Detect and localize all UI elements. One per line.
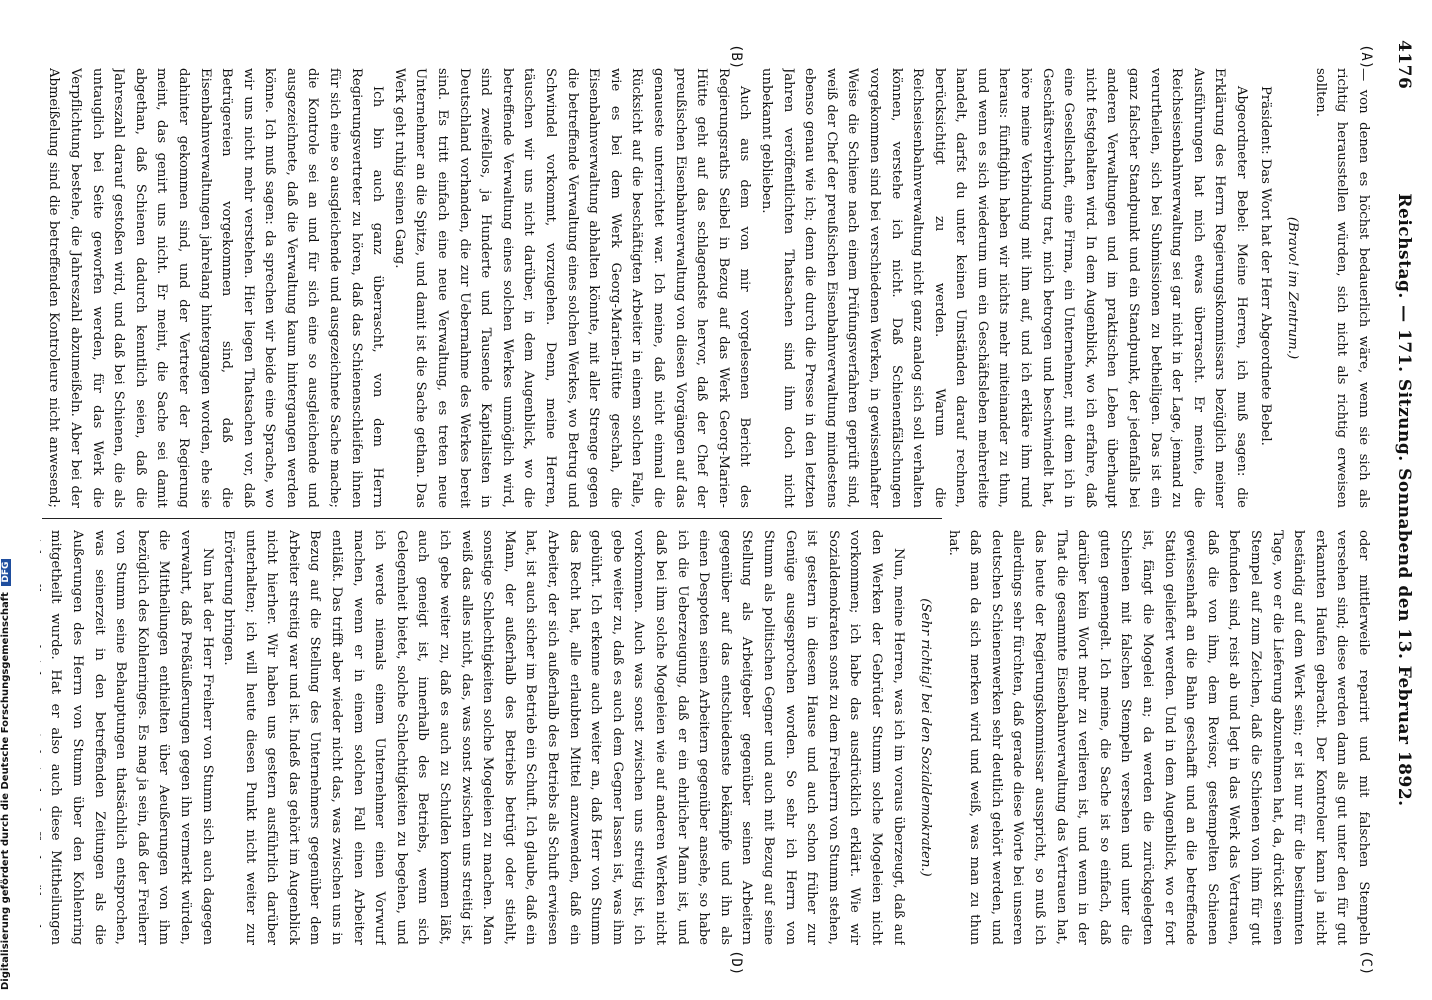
paragraph: — von denen es höchst bedauerlich wäre, wenn sie sich als richtig herausstellen würden, sich nicht als richtig erweisen sollten. <box>1312 68 1371 508</box>
interjection: (Bravo! im Zentrum.) <box>1285 216 1301 360</box>
paragraph: oder mittlerweile reparirt und mit falschen Stempeln versehen sind; diese werden dann als gut unter den für gut erkannten Haufen gebracht. Der Kontroleur kann ja nicht beständig auf dem Werk sein; er ist nur für die bestimmten Tage, wo er die Lieferung abzunehmen hat, da, drückt seinen Stempel auf zum Zeichen, daß die Schienen von ihm für gut befunden sind, reist ab und legt in das Werk das Vertrauen, daß die von ihm, dem Revisor, gestempelten Schienen gewissenhaft an die Bahn geschafft und an die betreffende Station geliefert werden. Und in dem Augenblick, wo er fort ist, fängt die Mogelei an; da werden die zurückgelegten Schienen mit falschen Stempeln versehen und unter die guten gemengelt. Ich meine, die Sache ist so einfach, daß darüber kein Wort mehr zu verlieren ist, und wenn in der That die gesammte Eisenbahnverwaltung das Vertrauen hat, das heute der Regierungskommissar ausspricht, so muß ich allerdings sehr fürchten, daß gerade diese Worte bei unseren deutschen Schienenwerken sehr deutlich gehört werden, und daß man da sich merken wird und weiß, was man zu thun hat. <box>945 530 1371 945</box>
right-column <box>40 530 1374 945</box>
running-title: Reichstag. — 171. Sitzung. Sonnabend den 13. Februar 1892. <box>1394 193 1414 807</box>
left-column <box>40 68 1374 508</box>
margin-mark-d: (D) <box>728 950 744 976</box>
paragraph: Nun, meine Herren, was ich im voraus überzeugt, daß auf den Werken der Gebrüder Stumm solche Mogeleien nicht vorkommen; ich habe das ausdrücklich erklärt. Wie wir Sozialdemokraten sonst zu dem Freiherrn von Stumm stehen, ist gestern in diesem Hause und auch schon früher zur Genüge ausgesprochen worden. So sehr ich Herrn von Stumm als politischen Gegner und auch mit Bezug auf seine Stellung als Arbeitgeber gegenüber seinen Arbeitern gegenüber auf das entschiedenste bekämpfe und ihn als einen Despoten seinen Arbeitern gegenüber ansehe, so habe ich die Ueberzeugung, daß er ein ehrlicher Mann ist, und daß bei ihm solche Mogeleien wie auf anderen Werken nicht vorkommen. Auch was sonst zwischen uns streitig ist, ich gebe weiter zu, daß es auch dem Gegner lassen ist, was ihm gebührt. Ich erkenne auch weiter an, daß Herr von Stumm das Recht hat, alle erlaubten Mittel anzuwenden, daß ein Arbeiter, der sich außerhalb des Betriebs als Schuft erwiesen hat, ist auch sicher im Betrieb ein Schuft. Ich glaube, daß ein Mann, der außerhalb des Betriebs betrügt oder stiehlt, sonstige Schlechtigkeiten solche Mogeleien zu machen. Man weiß das alles nicht, das, was sonst zwischen uns streitig ist, ich gebe weiter zu, daß es auch zu Schulden kommen läßt, auch geneigt ist, innerhalb des Betriebs, wenn sich Gelegenheit bietet, solche Schlechtigkeiten zu begehen, und ich werde niemals einem Unternehmer einen Vorwurf machen, wenn er in einem solchen Fall einen Arbeiter entläßt. Das trifft aber wieder nicht das, was zwischen uns in Bezug auf die Stellung des Unternehmers gegenüber dem Arbeiter streitig war und ist. Indeß das gehört im Augenblick nicht hierher. Wir haben uns gestern ausführlich darüber unterhalten; ich will heute diesen Punkt nicht weiter zur Erörterung bringen. <box>221 530 906 945</box>
paragraph: Auch aus dem von mir vorgelesenen Bericht des Regierungsraths Seibel in Bezug auf das Werk Georg-Marien-Hütte geht auf das schlagendste hervor, daß der Chef der preußischen Eisenbahnverwaltung von diesen Vorgängen auf das genaueste unterrichtet war. Ich meine, daß nicht einmal die Rücksicht auf die beschäftigten Arbeiter in einem solchen Falle, wie es bei dem Werk Georg-Marien-Hütte geschah, die Eisenbahnverwaltung abhalten könnte, mit aller Strenge gegen die betreffende Verwaltung eines solchen Werkes, wo Betrug und Schwindel vorkommt, vorzugehen. Denn, meine Herren, täuschen wir uns nicht darüber, in dem Augenblick, wo die betreffende Verwaltung eines solchen Werkes unmöglich wird, sind zweifellos, ja Hunderte und Tausende Kapitalisten in Deutschland vorhanden, die zur Uebernahme des Werkes bereit sind. Es tritt einfach eine neue Verwaltung, es treten neue Unternehmer an die Spitze, und damit ist die Sache gethan. Das Werk geht ruhig seinen Gang. <box>391 68 753 508</box>
page-header <box>1386 40 1414 960</box>
margin-mark-a: (A) <box>1358 44 1374 70</box>
paragraph: Ich bin auch ganz überrascht, von dem Herrn Regierungsvertreter zu hören, daß das Schienenschleifen ihnen für sich eine so ausgleichende und ausgezeichnete Sache mache; die Kontrole sei an und für sich eine so ausgleichende und ausgezeichnete, daß die Verwaltung kaum hintergangen werden könne. Ich muß sagen: da sprechen wir beide eine Sprache, wo wir uns nicht mehr verstehen. Hier liegen Thatsachen vor, daß Betrügereien vorgekommen sind, daß die Eisenbahnverwaltungen jahrelang hintergangen worden, ehe sie dahinter gekommen sind, und der Vertreter der Regierung meint, das genirt uns nicht. Er meint, die Sache sei damit abgethan, daß Schienen dadurch kenntlich seien, daß die Jahreszahl darauf gestoßen wird, und daß bei Schienen, die als untauglich bei Seite geworfen werden, für das Werk die Verpflichtung bestehe, die Jahreszahl abzumeißeln. Aber bei der Abmeißelung sind die betreffenden Kontroleure nicht anwesend; <box>46 68 386 508</box>
column-divider <box>42 518 942 519</box>
margin-mark-b: (B) <box>728 44 744 70</box>
dfg-logo-icon: DFG <box>1 559 11 586</box>
paragraph: Abgeordneter Bebel: Meine Herren, ich muß sagen: die Erklärung des Herrn Regierungskommissars bezüglich meiner Ausführungen hat mich etwas überrascht. Er meinte, die Reichseisenbahnverwaltung sei gar nicht in der Lage, jemand zu verurtheilen, sich bei Submissionen zu betheiligen. Das ist ein ganz falscher Standpunkt und ein Standpunkt, der jedenfalls bei anderen Verwaltungen und im praktischen Leben überhaupt nicht festgehalten wird. In dem Augenblick, wo ich erfahre, daß eine Gesellschaft, eine Firma, ein Unternehmer, mit dem ich in Geschäftsverbindung trat, mich betrogen und beschwindelt hat, höre meine Verbindung mit ihm auf, und ich erkläre ihm rund heraus: fünftighin haben wir nichts mehr miteinander zu thun, und wenn es sich wiederum um ein Geschäftsleben mehrerleite handelt, darfst du unter keinen Umständen darauf rechnen, berücksichtigt zu werden. Warum die Reichseisenbahnverwaltung nicht ganz analog sich soll verhalten können, verstehe ich nicht. Daß Schienenfälschungen vorgekommen sind bei verschiedenen Werken, in gewissenhafter Weise die Schiene nach einem Prüfungsverfahren geprüft sind, weiß der Chef der preußischen Eisenbahnverwaltung mindestens ebenso genau wie ich; denn die durch die Presse in den letzten Jahren veröffentlichten Thatsachen sind ihm doch nicht unbekannt geblieben. <box>758 68 1250 508</box>
paragraph-president: Präsident: Das Wort hat der Herr Abgeordnete Bebel. <box>1257 86 1273 446</box>
interjection: (Sehr richtig! bei den Sozialdemokraten.) <box>918 598 934 877</box>
paragraph: Nun hat der Herr Freiherr von Stumm sich auch dagegen verwahrt, daß Preßäußerungen gegen ihn vermerkt würden, die Mittheilungen enthielten über Aeußerungen von ihm bezüglich des Kohlenringes. Es mag ja sein, daß der Freiherr von Stumm seine Behauptungen thatsächlich entsprochen, was seinerzeit in den betreffenden Zeitungen als die Außerungen des Herrn von Stumm über den Kohlenring mitgetheilt wurde. Hat er also auch diese Mittheilungen <box>48 530 215 945</box>
margin-mark-c: (C) <box>1358 950 1374 976</box>
credit-text: Digitalisierung gefördert durch die Deutsche Forschungsgemeinschaft <box>0 592 11 990</box>
digitization-credit <box>0 559 11 990</box>
page-number: 4176 <box>1394 40 1414 90</box>
